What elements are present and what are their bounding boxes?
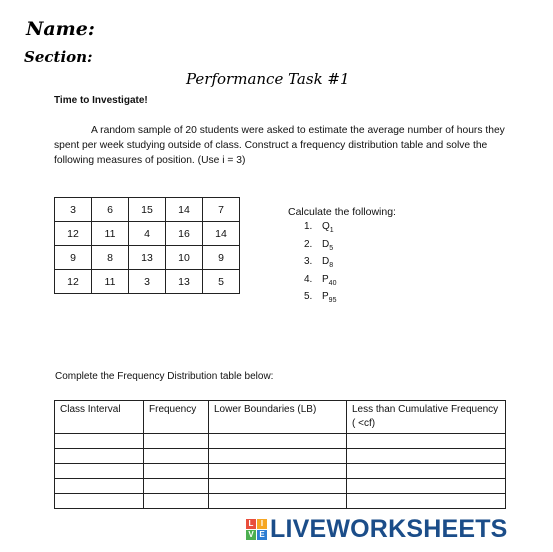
frequency-table-intro: Complete the Frequency Distribution table below:	[55, 371, 274, 382]
calculate-item	[304, 238, 336, 256]
data-grid-row	[55, 246, 240, 270]
data-grid-cell: 5	[203, 270, 240, 294]
calculate-item-subscript: 5	[329, 244, 334, 252]
data-grid-cell: 11	[92, 270, 129, 294]
calculate-item-subscript: 1	[329, 227, 334, 234]
calculate-title: Calculate the following:	[288, 206, 396, 218]
logo-text: LIVEWORKSHEETS	[270, 515, 508, 543]
table-row	[55, 434, 506, 449]
calculate-item-measure: D	[322, 238, 330, 250]
data-grid-cell: 16	[166, 222, 203, 246]
calculate-item-subscript: 95	[328, 297, 337, 304]
calculate-item-subscript: 8	[329, 262, 334, 269]
calculate-item-number: 3.	[304, 256, 313, 267]
data-grid-cell: 7	[203, 198, 240, 222]
data-grid-cell: 15	[129, 198, 166, 222]
table-cell[interactable]	[209, 449, 347, 464]
data-grid-row	[55, 270, 240, 294]
data-grid-cell: 12	[55, 270, 92, 294]
header-frequency: Frequency	[144, 401, 209, 434]
data-grid-cell: 6	[92, 198, 129, 222]
data-grid-cell: 8	[92, 246, 129, 270]
calculate-item	[304, 273, 336, 291]
frequency-distribution-table	[54, 400, 506, 509]
data-grid-cell: 4	[129, 222, 166, 246]
table-row	[55, 464, 506, 479]
liveworksheets-logo	[246, 515, 508, 544]
table-cell[interactable]	[347, 479, 506, 494]
table-cell[interactable]	[347, 434, 506, 449]
table-cell[interactable]	[347, 464, 506, 479]
instruction-paragraph: A random sample of 20 students were asked to estimate the average number of hours they spent per week studying outside of class. Construct a frequency distribution table and solve the following measures of position. (Use i = 3)	[54, 125, 505, 166]
calculate-item-number: 5.	[304, 291, 313, 302]
table-cell[interactable]	[55, 479, 144, 494]
logo-badge-letter: L	[246, 519, 256, 529]
calculate-item-measure: P	[322, 273, 329, 285]
logo-badge-letter: E	[257, 530, 267, 540]
data-grid-cell: 9	[203, 246, 240, 270]
data-grid-cell: 3	[55, 198, 92, 222]
table-cell[interactable]	[209, 494, 347, 509]
table-cell[interactable]	[209, 479, 347, 494]
data-grid-cell: 14	[203, 222, 240, 246]
data-grid-row	[55, 198, 240, 222]
section-label: Section:	[24, 48, 93, 66]
table-cell[interactable]	[144, 464, 209, 479]
data-grid-cell: 12	[55, 222, 92, 246]
calculate-item-subscript: 40	[328, 279, 337, 287]
table-cell[interactable]	[55, 449, 144, 464]
data-grid-cell: 11	[92, 222, 129, 246]
table-cell[interactable]	[209, 464, 347, 479]
data-grid-cell: 3	[129, 270, 166, 294]
table-cell[interactable]	[144, 434, 209, 449]
calculate-item-measure: D	[322, 256, 330, 267]
table-cell[interactable]	[144, 494, 209, 509]
data-grid-cell: 13	[129, 246, 166, 270]
data-grid-cell: 9	[55, 246, 92, 270]
table-cell[interactable]	[347, 494, 506, 509]
calculate-item-measure: Q	[322, 221, 330, 232]
task-title: Performance Task #1	[186, 70, 350, 88]
header-class-interval: Class Interval	[55, 401, 144, 434]
calculate-item-measure: P	[322, 291, 329, 302]
calculate-item-number: 2.	[304, 238, 313, 250]
table-row	[55, 479, 506, 494]
table-cell[interactable]	[209, 434, 347, 449]
calculate-item	[304, 220, 336, 238]
calculate-item-number: 4.	[304, 273, 313, 285]
logo-badge-letter: I	[257, 519, 267, 529]
data-grid	[54, 197, 240, 294]
table-cell[interactable]	[347, 449, 506, 464]
table-cell[interactable]	[55, 494, 144, 509]
calculate-item	[304, 255, 336, 273]
table-cell[interactable]	[55, 434, 144, 449]
calculate-list	[304, 220, 336, 308]
section-heading: Time to Investigate!	[54, 95, 148, 106]
data-grid-cell: 13	[166, 270, 203, 294]
header-cumulative-frequency: Less than Cumulative Frequency ( <cf)	[347, 401, 506, 434]
calculate-item	[304, 290, 336, 308]
data-grid-row	[55, 222, 240, 246]
table-row	[55, 494, 506, 509]
name-label: Name:	[26, 18, 95, 40]
logo-badge-letter: V	[246, 530, 256, 540]
logo-badge-icon	[246, 519, 267, 540]
header-lower-boundaries: Lower Boundaries (LB)	[209, 401, 347, 434]
table-cell[interactable]	[144, 449, 209, 464]
table-cell[interactable]	[55, 464, 144, 479]
data-grid-cell: 10	[166, 246, 203, 270]
table-row	[55, 449, 506, 464]
calculate-item-number: 1.	[304, 221, 313, 232]
data-grid-cell: 14	[166, 198, 203, 222]
table-cell[interactable]	[144, 479, 209, 494]
